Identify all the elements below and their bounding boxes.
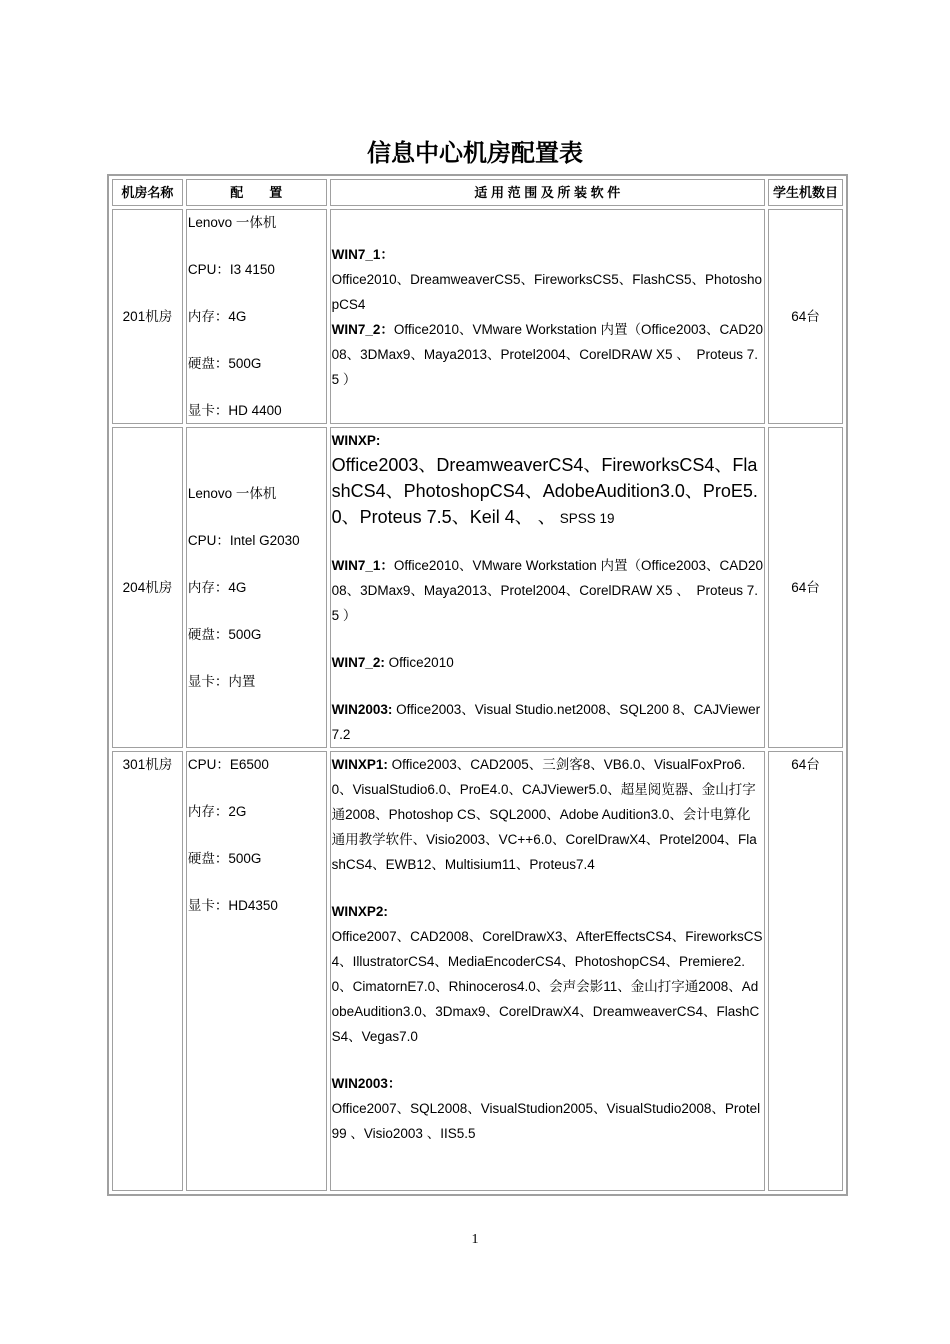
- software-list: Office2007、SQL2008、VisualStudion2005、VisualStudio2008、Protel99 、Visio2003 、IIS5.5: [331, 1101, 761, 1141]
- os-label: WIN2003：: [331, 1076, 402, 1091]
- os-label: WINXP2:: [331, 904, 388, 919]
- room-name: 301机房: [112, 751, 183, 1191]
- config-line: CPU：E6500: [187, 757, 269, 772]
- software-list: Office2010、VMware Workstation 内置（Office2003、CAD2008、3DMax9、Maya2013、Protel2004、CorelDRAW X5 、 Proteus 7.5 ）: [331, 558, 764, 623]
- software-list: Office2010: [388, 655, 454, 670]
- os-label: WIN7_2:: [331, 655, 385, 670]
- header-config: 配 置: [186, 179, 327, 206]
- software-list: Office2003、Visual Studio.net2008、SQL200 8、CAJViewer7.2: [331, 702, 761, 742]
- config-cell: [186, 427, 327, 748]
- os-label: WINXP:: [331, 433, 381, 448]
- table-row: [112, 209, 843, 424]
- os-label: WIN2003:: [331, 702, 393, 717]
- table-row: [112, 751, 843, 1191]
- config-line: 内存：2G: [187, 804, 247, 819]
- room-name: 201机房: [112, 209, 183, 424]
- software-cell: [330, 427, 765, 748]
- software-list: Office2003、DreamweaverCS4、FireworksCS4、FlashCS4、PhotoshopCS4、AdobeAudition3.0、ProE5.0、Proteus 7.5、Keil 4、 、: [331, 455, 758, 527]
- table-row: [112, 427, 843, 748]
- config-table: [107, 174, 848, 1196]
- os-label: WIN7_1：: [331, 246, 394, 262]
- config-line: 内存：4G: [187, 309, 247, 324]
- config-cell: [186, 751, 327, 1191]
- os-label: WIN7_1：: [331, 558, 394, 573]
- student-count: 64台: [768, 751, 843, 1191]
- config-line: 硬盘：500G: [187, 356, 262, 371]
- config-line: 内存：4G: [187, 580, 247, 595]
- software-cell: [330, 209, 765, 424]
- os-label: WINXP1:: [331, 757, 388, 772]
- config-line: 显卡：内置: [187, 674, 256, 689]
- software-list: Office2003、CAD2005、三剑客8、VB6.0、VisualFoxPro6.0、VisualStudio6.0、ProE4.0、CAJViewer5.0、超星阅览器、金山打字通2008、Photoshop CS、SQL2000、Adobe Audition3.0、会计电算化通用教学软件、Visio2003、VC++6.0、CorelDrawX4、Protel2004、FlashCS4、EWB12、Multisium11、Proteus7.4: [331, 757, 757, 872]
- software-list: Office2007、CAD2008、CorelDrawX3、AfterEffectsCS4、FireworksCS4、IllustratorCS4、MediaEncoderCS4、PhotoshopCS4、Premiere2.0、CimatornE7.0、Rhinoceros4.0、会声会影11、金山打字通2008、AdobeAudition3.0、3Dmax9、CorelDrawX4、DreamweaverCS4、FlashCS4、Vegas7.0: [331, 929, 763, 1044]
- header-count: 学生机数目: [768, 179, 843, 206]
- config-line: 硬盘：500G: [187, 627, 262, 642]
- os-label: WIN7_2：: [331, 321, 394, 337]
- config-line: 硬盘：500G: [187, 851, 262, 866]
- config-line: Lenovo 一体机: [187, 215, 277, 230]
- config-cell: [186, 209, 327, 424]
- header-software: 适 用 范 围 及 所 装 软 件: [330, 179, 765, 206]
- student-count: 64台: [768, 427, 843, 748]
- page-number: 1: [471, 1232, 479, 1247]
- software-list: Office2010、VMware Workstation 内置（Office2003、CAD2008、3DMax9、Maya2013、Protel2004、CorelDRAW X5 、 Proteus 7.5 ）: [331, 321, 764, 387]
- config-line: 显卡：HD4350: [187, 898, 278, 913]
- software-tail: SPSS 19: [559, 511, 615, 526]
- room-name: 204机房: [112, 427, 183, 748]
- page-title: 信息中心机房配置表: [367, 138, 583, 167]
- config-line: CPU：I3 4150: [187, 262, 275, 277]
- software-list: Office2010、DreamweaverCS5、FireworksCS5、FlashCS5、PhotoshopCS4: [331, 271, 763, 312]
- config-line: Lenovo 一体机: [187, 486, 277, 501]
- software-cell: [330, 751, 765, 1191]
- header-room: 机房名称: [112, 179, 183, 206]
- table-header-row: [112, 179, 843, 206]
- student-count: 64台: [768, 209, 843, 424]
- config-line: 显卡：HD 4400: [187, 403, 282, 418]
- config-line: CPU：Intel G2030: [187, 533, 300, 548]
